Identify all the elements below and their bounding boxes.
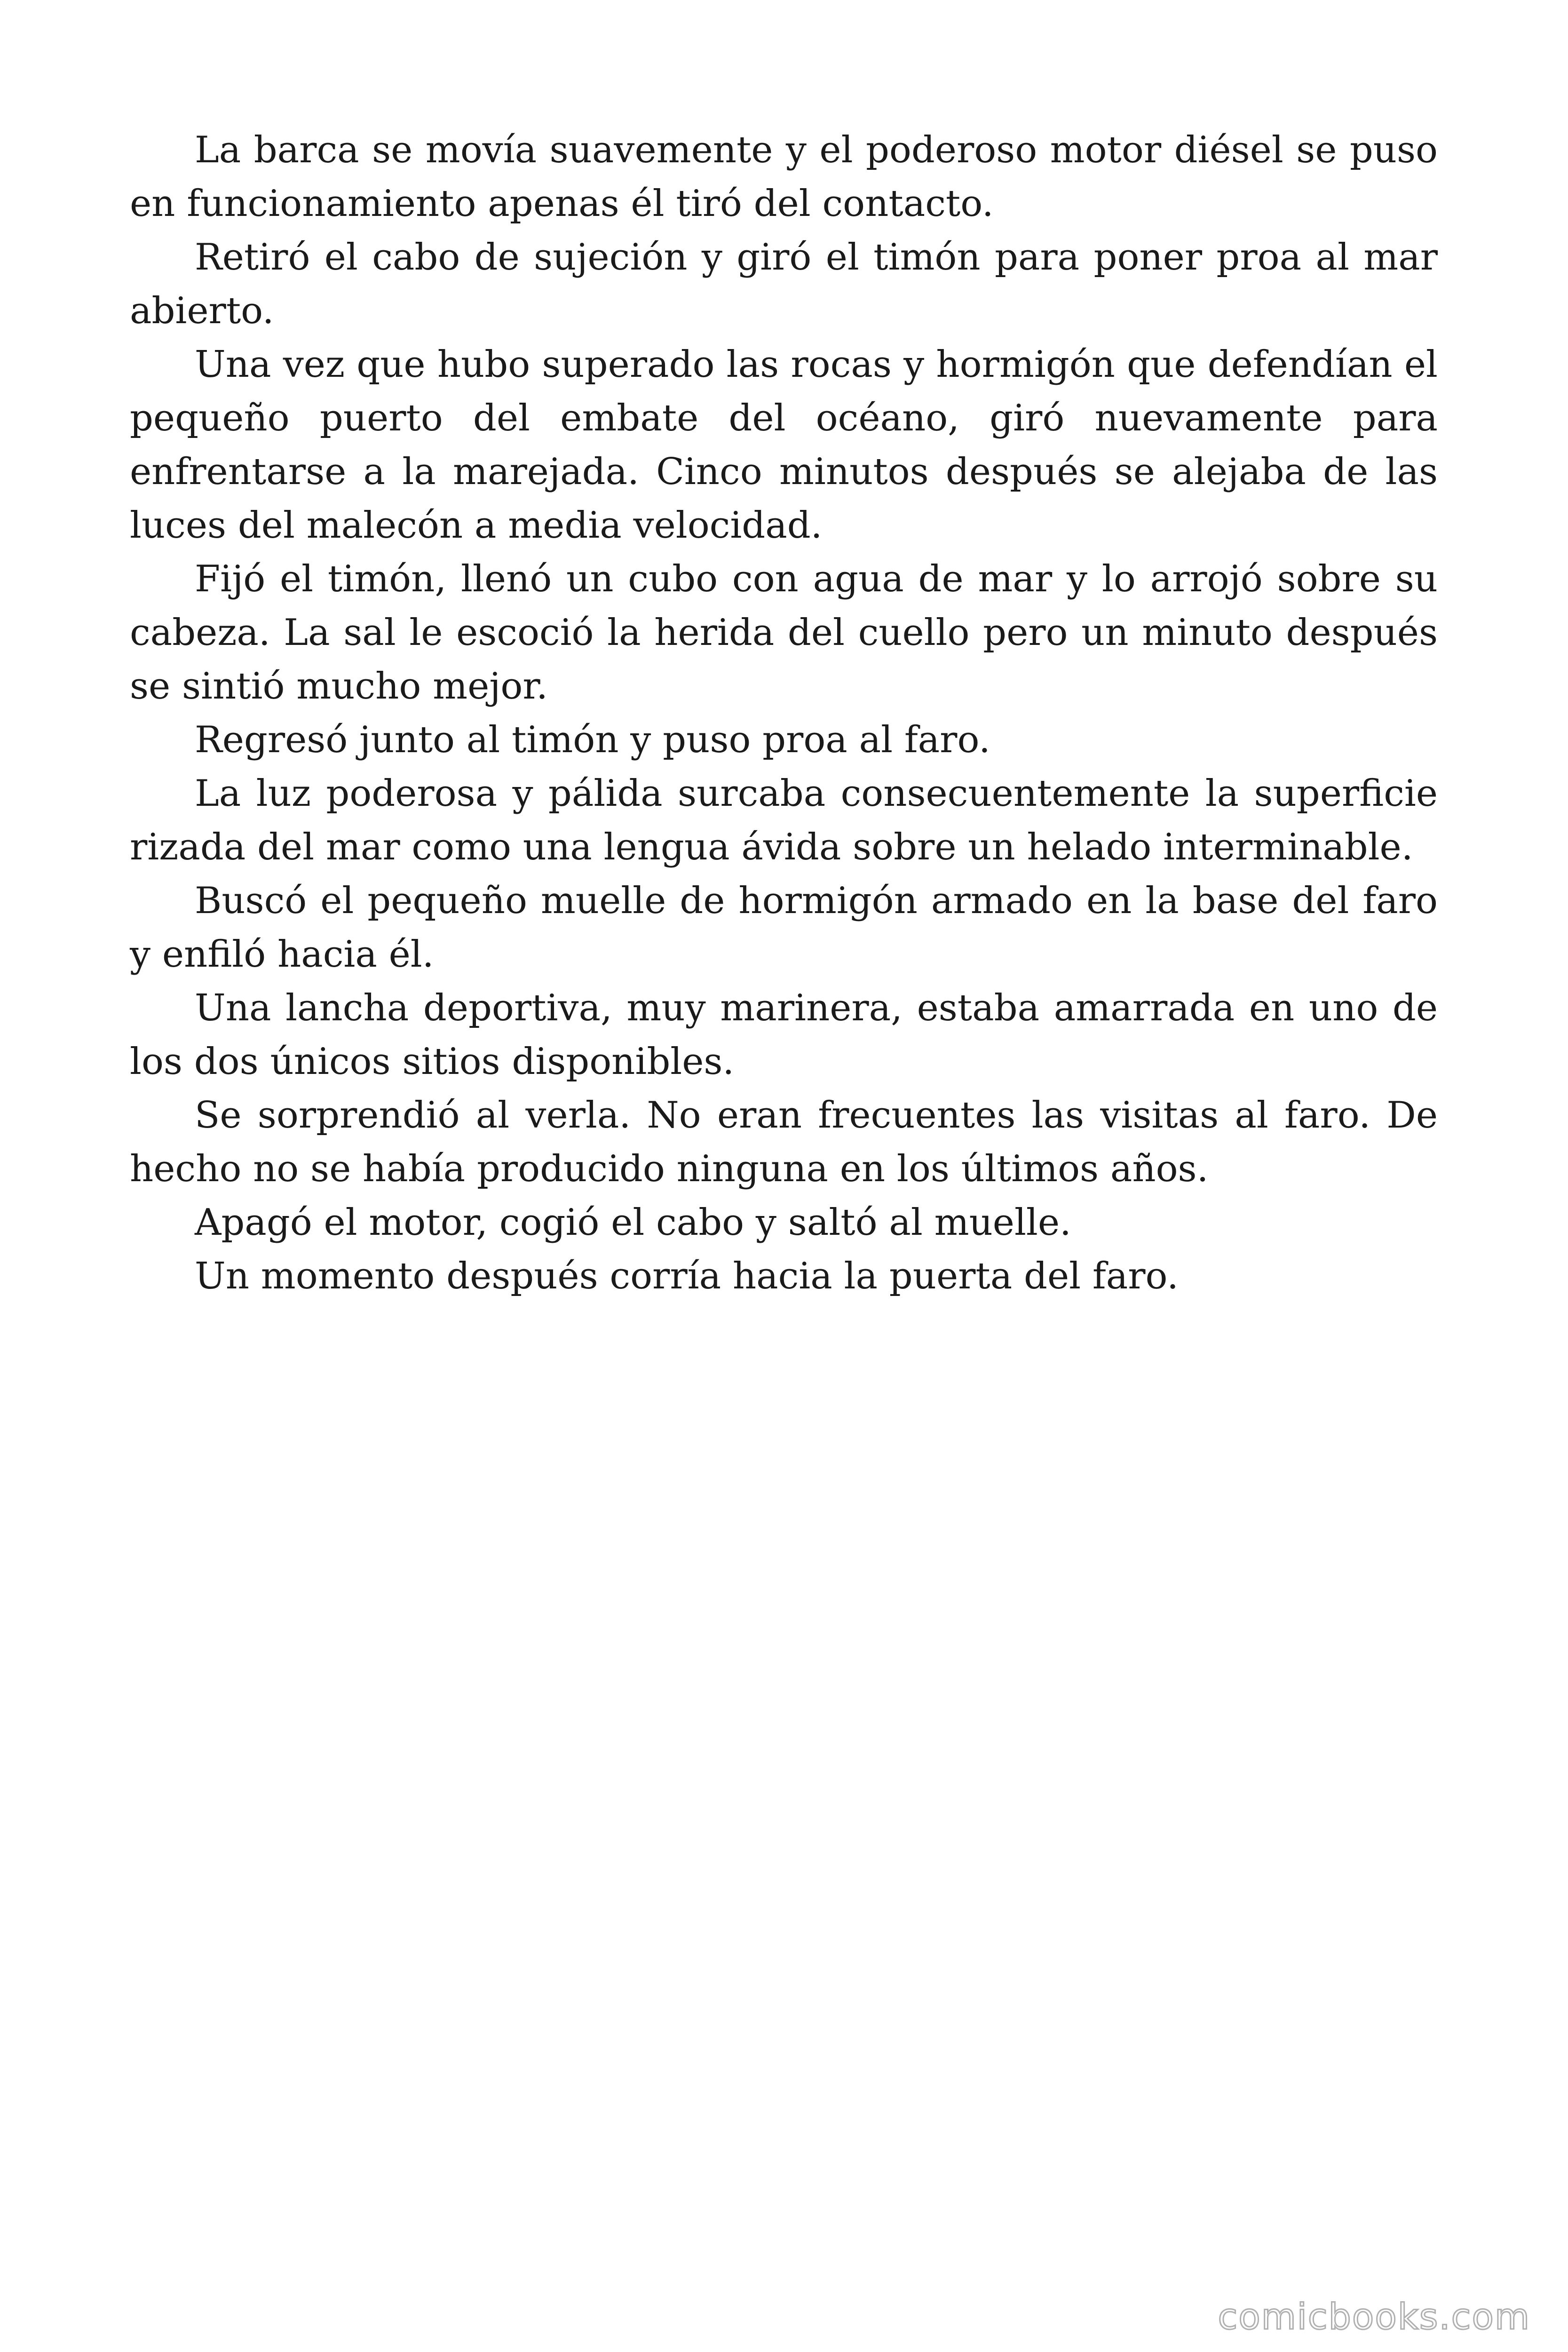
paragraph: Fijó el timón, llenó un cubo con agua de mar y lo arrojó sobre su cabeza. La sal le escoció la herida del cuello pero un minuto después se sintió mucho mejor. [130, 558, 1438, 707]
paragraph: Una vez que hubo superado las rocas y hormigón que defendían el pequeño puerto del embate del océano, giró nuevamente para enfrentarse a la marejada. Cinco minutos después se alejaba de las luces del malecón a media velocidad. [130, 343, 1438, 547]
paragraph: Buscó el pequeño muelle de hormigón armado en la base del faro y enfiló hacia él. [130, 880, 1438, 976]
body-text [130, 123, 1438, 1303]
watermark: comicbooks.com [1218, 2296, 1530, 2337]
paragraph: La luz poderosa y pálida surcaba consecuentemente la superficie rizada del mar como una lengua ávida sobre un helado interminable. [130, 772, 1438, 868]
paragraph: Un momento después corría hacia la puerta del faro. [195, 1255, 1179, 1297]
paragraph: La barca se movía suavemente y el poderoso motor diésel se puso en funcionamiento apenas él tiró del contacto. [130, 129, 1438, 225]
paragraph: Se sorprendió al verla. No eran frecuentes las visitas al faro. De hecho no se había producido ninguna en los últimos años. [130, 1094, 1438, 1190]
paragraph: Regresó junto al timón y puso proa al faro. [195, 719, 990, 761]
paragraph: Una lancha deportiva, muy marinera, estaba amarrada en uno de los dos únicos sitios disponibles. [130, 987, 1438, 1083]
paragraph: Apagó el motor, cogió el cabo y saltó al muelle. [195, 1201, 1071, 1244]
paragraph: Retiró el cabo de sujeción y giró el timón para poner proa al mar abierto. [130, 236, 1438, 332]
